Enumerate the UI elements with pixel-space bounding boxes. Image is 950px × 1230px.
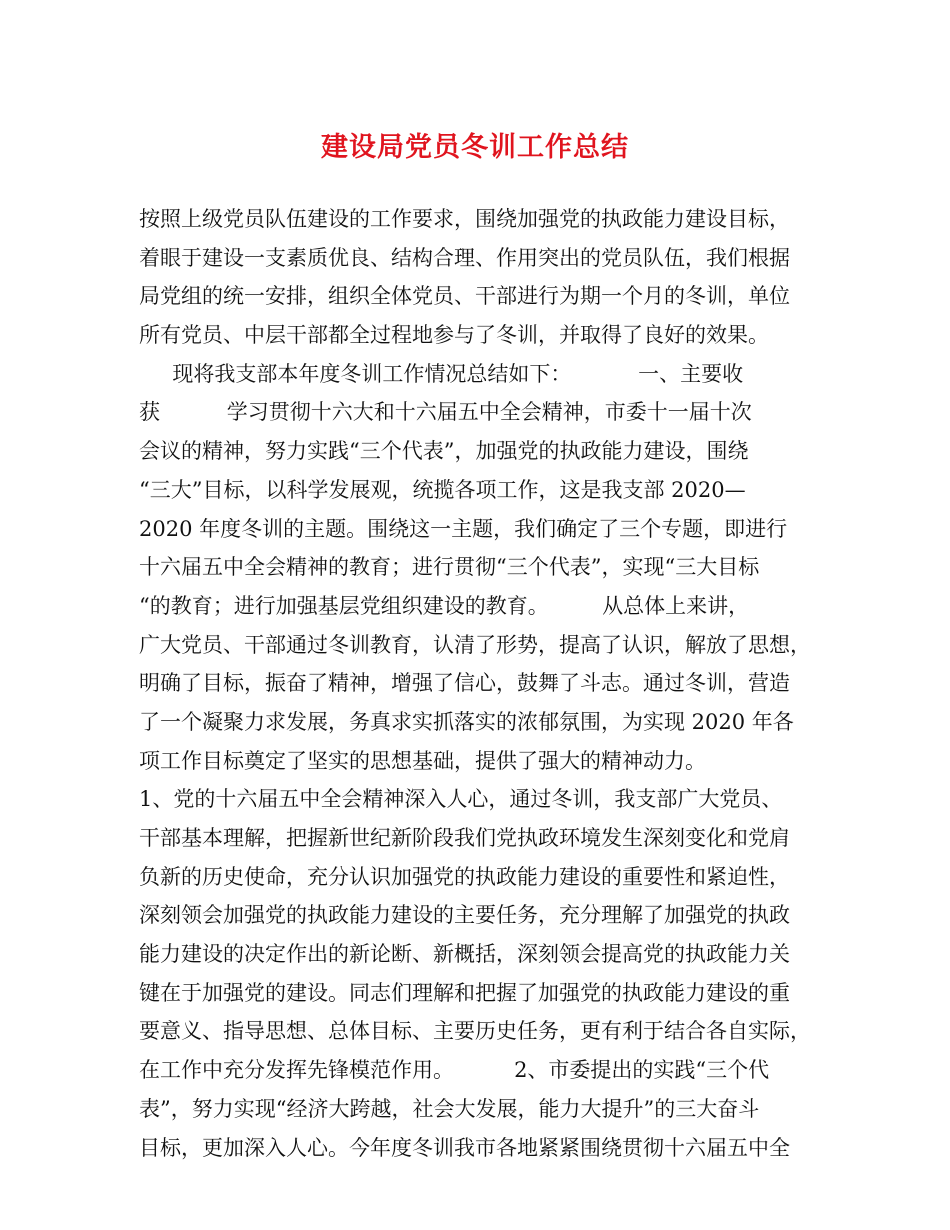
body-text-line: 要意义、指导思想、总体目标、主要历史任务，更有利于结合各自实际， [139,1019,811,1044]
body-text-line: 深刻领会加强党的执政能力建设的主要任务，充分理解了加强党的执政 [139,903,790,928]
body-text-line: 能力建设的决定作出的新论断、新概括，深刻领会提高党的执政能力关 [139,942,790,967]
body-text-line: “的教育；进行加强基层党组织建设的教育。 从总体上来讲， [139,593,750,618]
body-text-line: 获 学习贯彻十六大和十六届五中全会精神，市委十一届十次 [139,400,752,425]
body-text-line: 在工作中充分发挥先锋模范作用。 2、市委提出的实践“三个代 [139,1058,770,1083]
body-text-line: 着眼于建设一支素质优良、结构合理、作用突出的党员队伍，我们根据 [139,245,790,270]
document-title: 建设局党员冬训工作总结 [321,132,629,163]
body-text-line: 2020 年度冬训的主题。围绕这一主题，我们确定了三个专题，即进行 [139,516,788,541]
body-text-line: 项工作目标奠定了坚实的思想基础，提供了强大的精神动力。 [139,748,706,773]
body-text-line: 广大党员、干部通过冬训教育，认清了形势，提高了认识，解放了思想， [139,632,811,657]
body-text-line: 十六届五中全会精神的教育；进行贯彻“三个代表”，实现“三大目标 [139,555,760,580]
body-text-line: 会议的精神，努力实践“三个代表”，加强党的执政能力建设，围绕 [139,439,749,464]
body-text-line: 明确了目标，振奋了精神，增强了信心，鼓舞了斗志。通过冬训，营造 [139,671,790,696]
body-text-line: 键在于加强党的建设。同志们理解和把握了加强党的执政能力建设的重 [139,980,790,1005]
body-text-line: 所有党员、中层干部都全过程地参与了冬训，并取得了良好的效果。 [139,323,769,348]
document-body [139,200,839,1167]
body-text-line: 1、党的十六届五中全会精神深入人心，通过冬训，我支部广大党员、 [139,787,783,812]
body-text-line: 表”，努力实现“经济大跨越，社会大发展，能力大提升”的三大奋斗 [139,1096,760,1121]
body-text-line: 负新的历史使命，充分认识加强党的执政能力建设的重要性和紧迫性， [139,864,790,889]
body-text-line: “三大”目标，以科学发展观，统揽各项工作，这是我支部 2020— [139,477,746,502]
body-text-line: 干部基本理解，把握新世纪新阶段我们党执政环境发生深刻变化和党肩 [139,826,790,850]
body-text-line: 现将我支部本年度冬训工作情况总结如下： 一、主要收 [139,361,744,386]
body-text-line: 了一个凝聚力求发展，务真求实抓落实的浓郁氛围，为实现 2020 年各 [139,709,794,734]
body-text-line: 局党组的统一安排，组织全体党员、干部进行为期一个月的冬训，单位 [139,284,790,309]
body-text-line: 目标，更加深入人心。今年度冬训我市各地紧紧围绕贯彻十六届五中全 [139,1135,790,1160]
body-text-line: 按照上级党员队伍建设的工作要求，围绕加强党的执政能力建设目标， [139,207,790,231]
